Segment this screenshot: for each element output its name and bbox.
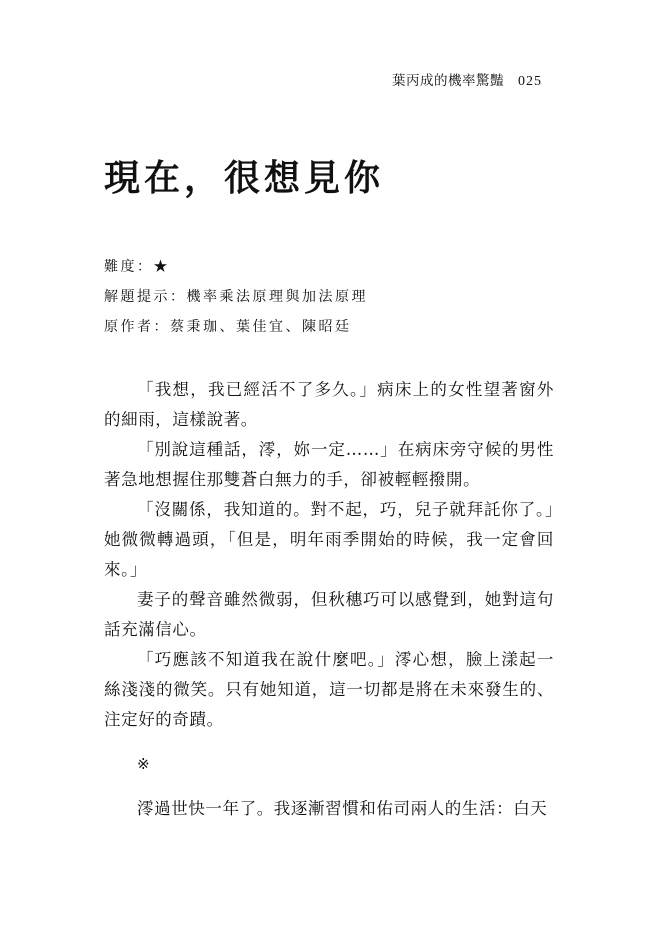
hint-line: 解題提示：機率乘法原理與加法原理 (104, 289, 368, 305)
running-title: 葉丙成的機率驚豔 (392, 73, 504, 89)
body-text (104, 375, 554, 735)
paragraph: 澪過世快一年了。我逐漸習慣和佑司兩人的生活：白天 (137, 799, 548, 818)
paragraph: 妻子的聲音雖然微弱，但秋穗巧可以感覺到，她對這句話充滿信心。 (104, 590, 554, 639)
difficulty-line: 難度：★ (104, 259, 170, 275)
page-number: 025 (518, 74, 542, 89)
authors-line: 原作者：蔡秉珈、葉佳宜、陳昭廷 (104, 319, 352, 335)
paragraph: 「我想，我已經活不了多久。」病床上的女性望著窗外的細雨，這樣說著。 (104, 380, 554, 429)
chapter-title: 現在，很想見你 (104, 157, 385, 199)
running-header (392, 69, 542, 90)
section-separator: ※ (137, 755, 150, 773)
paragraph: 「沒關係，我知道的。對不起，巧，兒子就拜託你了。」她微微轉過頭，「但是，明年雨季開始的時候，我一定會回來。」 (104, 500, 554, 579)
chapter-meta (104, 252, 368, 342)
paragraph: 「別說這種話，澪，妳一定……」在病床旁守候的男性著急地想握住那雙蒼白無力的手，卻被輕輕撥開。 (104, 440, 554, 489)
paragraph: 「巧應該不知道我在說什麼吧。」澪心想，臉上漾起一絲淺淺的微笑。只有她知道，這一切都是將在未來發生的、注定好的奇蹟。 (104, 650, 554, 729)
